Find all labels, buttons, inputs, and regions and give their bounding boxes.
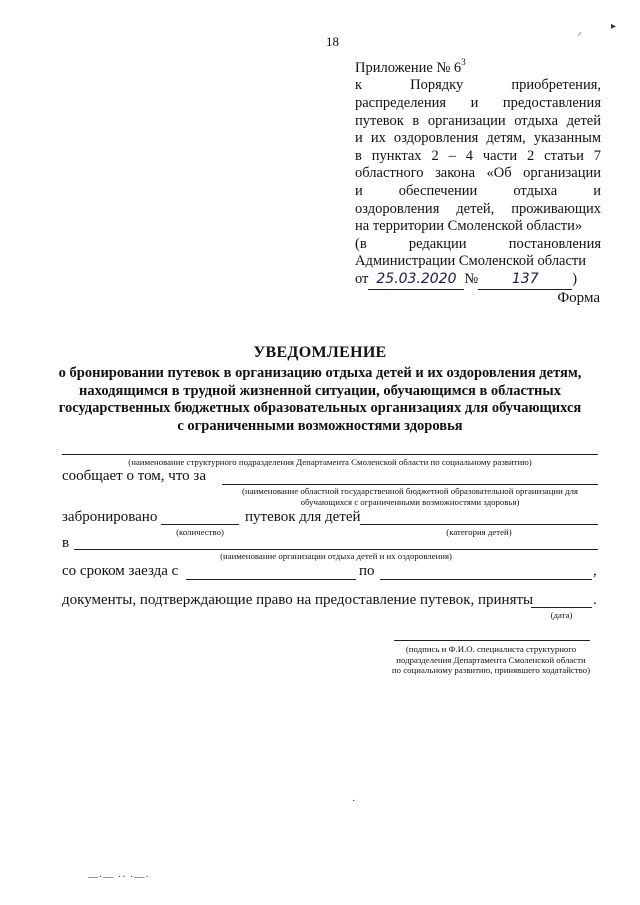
- appendix-line: областного закона «Об организации: [355, 165, 601, 182]
- appendix-line: и обеспечении отдыха и: [355, 182, 601, 199]
- recreation-org-caption: (наименование организации отдыха детей и их оздоровления): [220, 551, 452, 561]
- period-comma: ,: [593, 563, 597, 579]
- category-field[interactable]: [360, 524, 598, 525]
- quantity-field[interactable]: [161, 524, 239, 525]
- appendix-line: оздоровления детей, проживающих: [355, 200, 601, 217]
- signature-field[interactable]: [394, 640, 590, 641]
- booked-label: забронировано: [62, 509, 158, 525]
- organization-caption: (наименование областной государственной бюджетной образовательной организации для обучающихся с ограниченными возможностями здоровья): [242, 486, 578, 507]
- appendix-line: путевок в организации отдыха детей: [355, 112, 601, 129]
- appendix-line: к Порядку приобретения,: [355, 77, 601, 94]
- documents-period: .: [593, 592, 597, 608]
- corner-mark-1: ⸝: [577, 27, 582, 38]
- appendix-line: в пунктах 2 – 4 части 2 статьи 7: [355, 147, 601, 164]
- documents-label: документы, подтверждающие право на предоставление путевок, приняты: [62, 592, 534, 608]
- footer-mark-2: ·: [352, 796, 356, 807]
- recreation-org-field[interactable]: [74, 549, 598, 550]
- resolution-number: 137: [478, 271, 572, 290]
- appendix-block: [355, 55, 601, 290]
- period-start-field[interactable]: [186, 579, 356, 580]
- appendix-line: на территории Смоленской области»: [355, 218, 583, 235]
- document-subtitle-line: государственных бюджетных образовательных организациях для обучающихся: [58, 400, 582, 416]
- department-caption: (наименование структурного подразделения Департамента Смоленской области по социальному развитию): [128, 457, 532, 467]
- date-caption: (дата): [550, 610, 573, 620]
- appendix-edition-line: (в редакции постановления: [355, 235, 601, 252]
- quantity-caption: (количество): [176, 527, 224, 537]
- period-to-label: по: [359, 563, 375, 579]
- period-end-field[interactable]: [380, 579, 592, 580]
- category-caption: (категория детей): [446, 527, 512, 537]
- signature-caption: (подпись и Ф.И.О. специалиста структурного подразделения Департамента Смоленской области по социальному развитию, принявшего ходатайство): [391, 644, 591, 675]
- document-subtitle-line: с ограниченными возможностями здоровья: [177, 417, 463, 434]
- appendix-line: распределения и предоставления: [355, 95, 601, 112]
- footer-mark-1: —·— ·· ·—·: [88, 872, 150, 883]
- document-subtitle-line: о бронировании путевок в организацию отдыха детей и их оздоровления детям,: [58, 365, 582, 381]
- page-number: 18: [326, 34, 339, 49]
- document-title: УВЕДОМЛЕНИЕ: [253, 344, 387, 361]
- department-field[interactable]: [62, 454, 598, 455]
- corner-mark-2: ▸: [611, 21, 617, 32]
- appendix-line: и их оздоровления детям, указанным: [355, 130, 601, 147]
- documents-date-field[interactable]: [531, 607, 592, 608]
- document-heading: [30, 344, 610, 435]
- resolution-date-line: от 25.03.2020 № 137 ): [355, 271, 601, 290]
- document-subtitle-line: находящимся в трудной жизненной ситуации, обучающимся в областных: [79, 382, 561, 399]
- appendix-admin-line: Администрации Смоленской области: [355, 253, 587, 270]
- resolution-date: 25.03.2020: [368, 271, 464, 290]
- reports-label: сообщает о том, что за: [62, 468, 207, 484]
- appendix-title: Приложение № $6^3$: [355, 57, 466, 76]
- organization-field[interactable]: [222, 484, 598, 485]
- period-label: со сроком заезда с: [62, 563, 179, 579]
- vouchers-label: путевок для детей: [245, 509, 361, 525]
- form-label: Форма: [557, 290, 600, 306]
- in-label: в: [62, 535, 70, 551]
